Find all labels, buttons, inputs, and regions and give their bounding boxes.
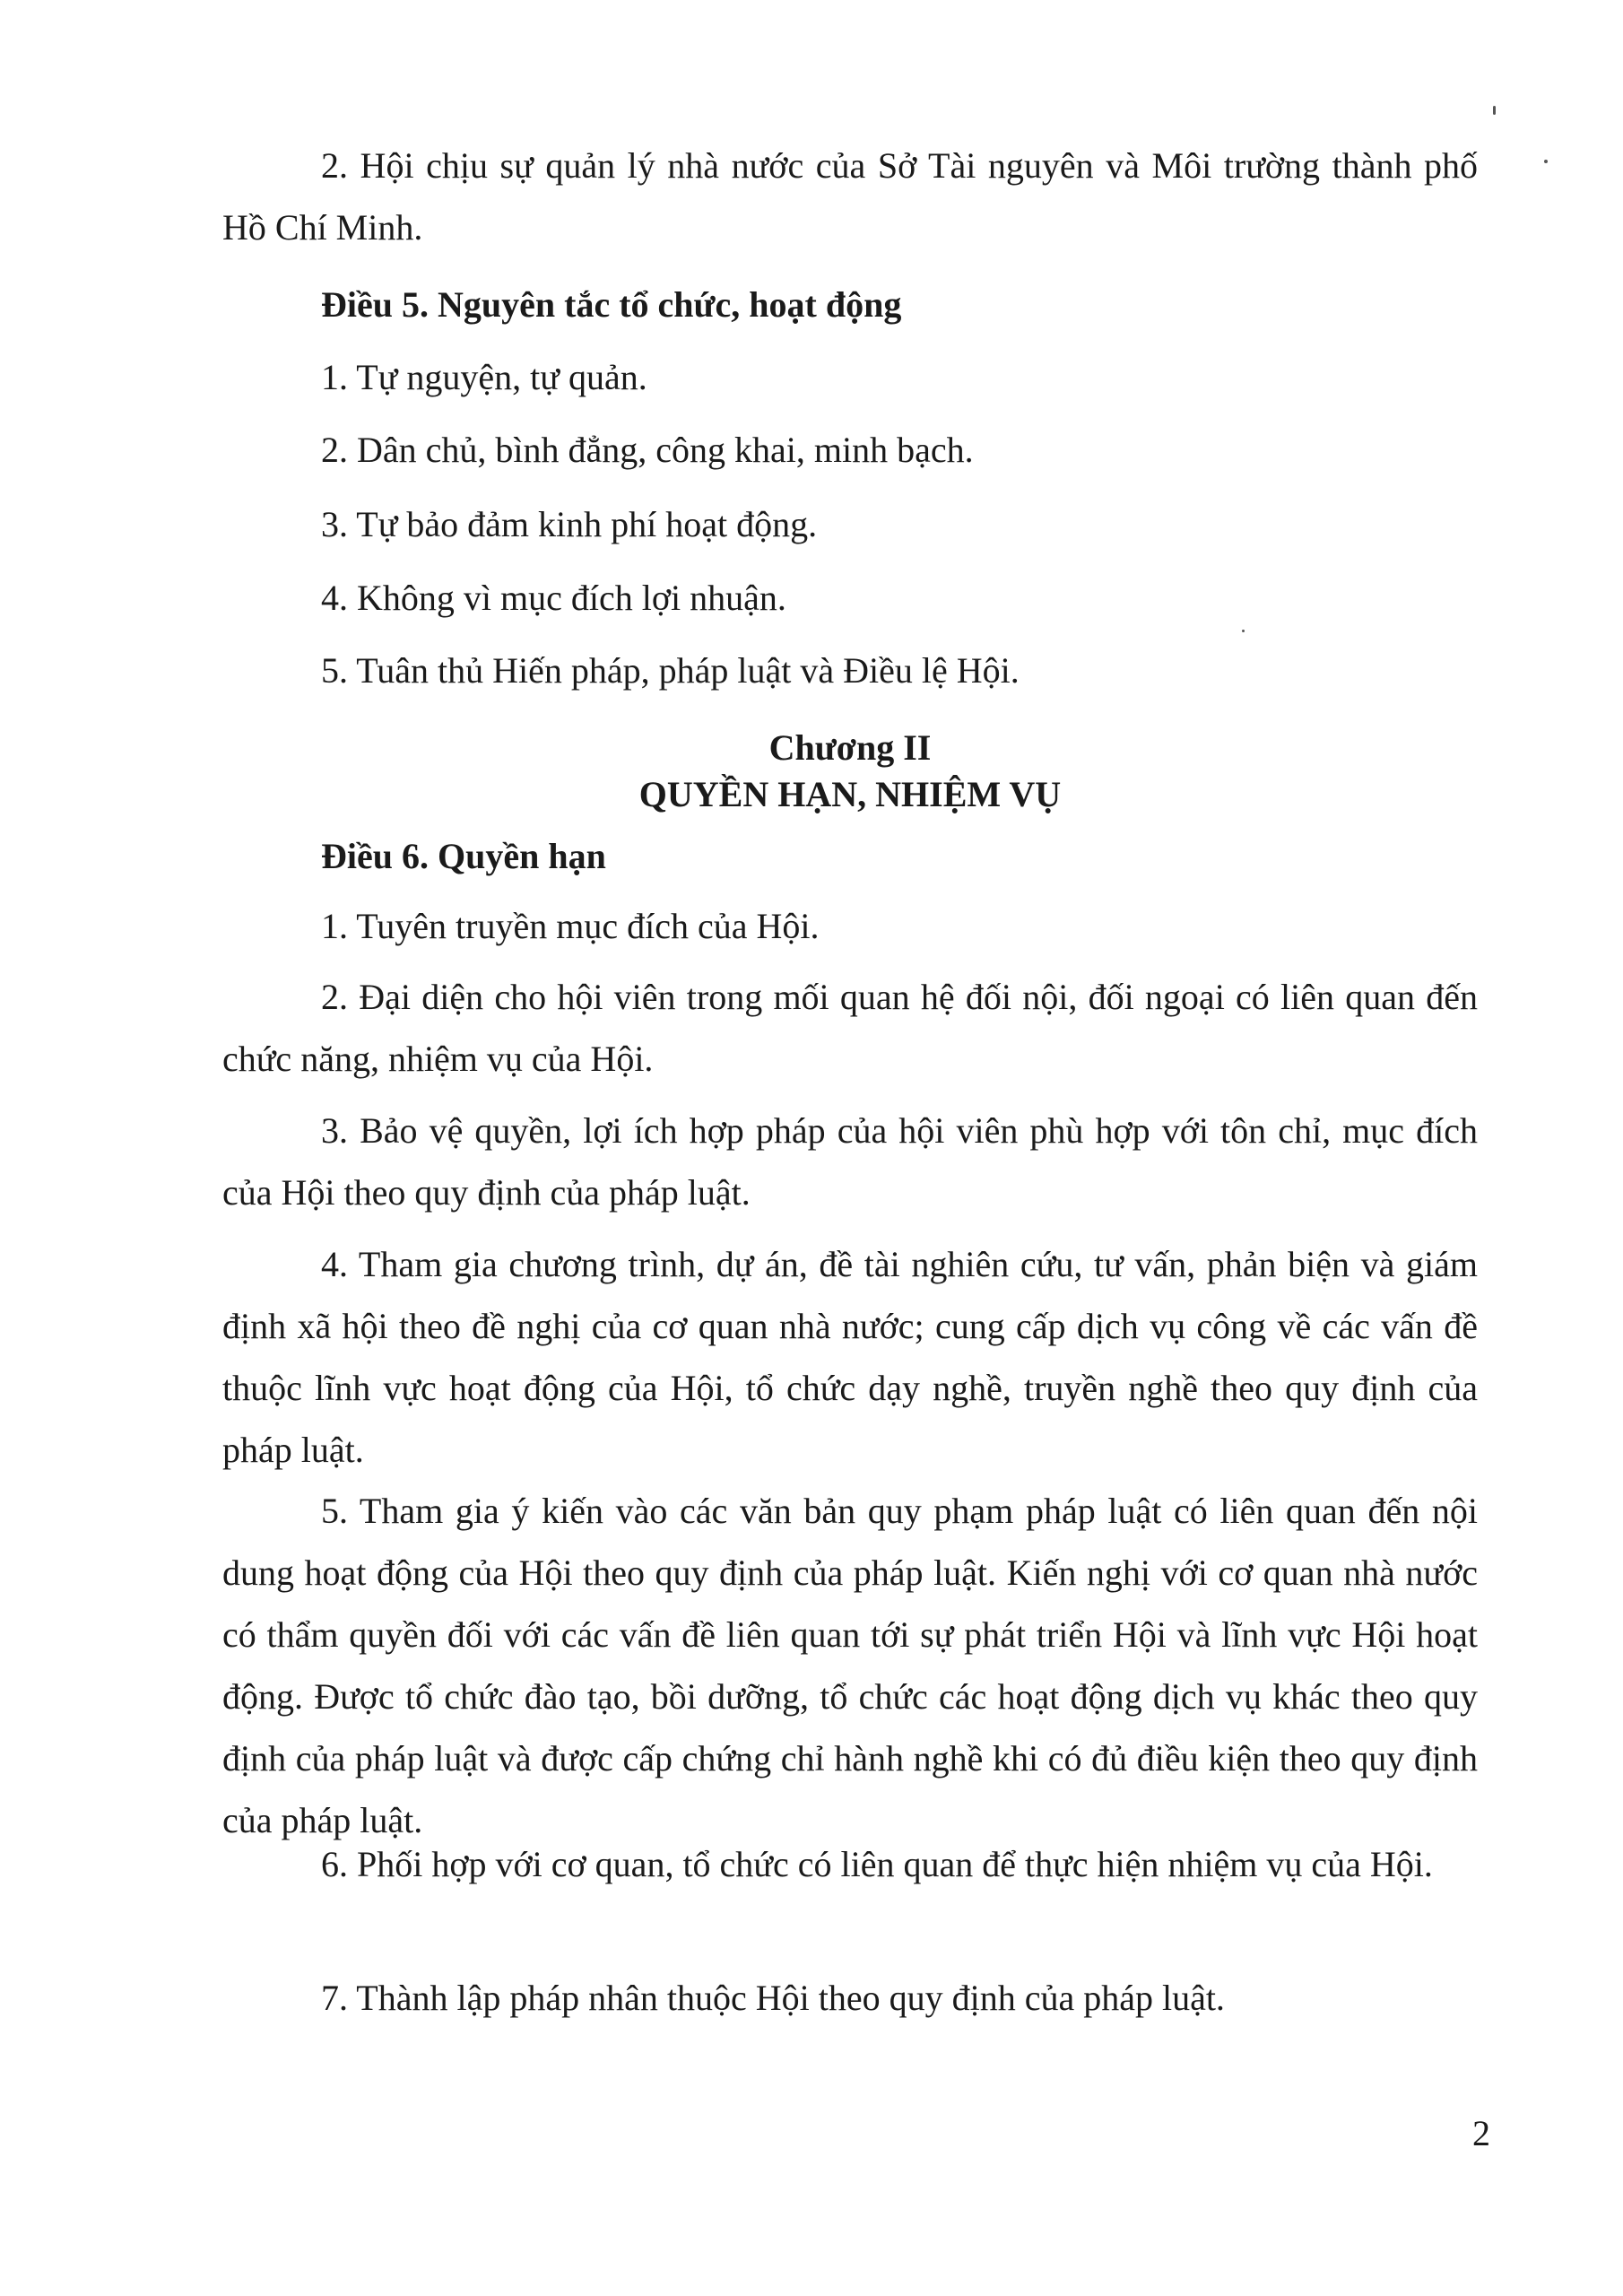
article-6-item-2: 2. Đại diện cho hội viên trong mối quan hệ đối nội, đối ngoại có liên quan đến chức năng, nhiệm vụ của Hội. xyxy=(222,977,1478,1079)
article-6-item-3: 3. Bảo vệ quyền, lợi ích hợp pháp của hội viên phù hợp với tôn chỉ, mục đích của Hội theo quy định của pháp luật. xyxy=(222,1110,1478,1213)
article-6-item-1: 1. Tuyên truyền mục đích của Hội. xyxy=(321,906,820,946)
scan-speck xyxy=(1493,106,1496,115)
article-5-item-3: 3. Tự bảo đảm kinh phí hoạt động. xyxy=(321,504,818,544)
article-5-item-1: 1. Tự nguyện, tự quản. xyxy=(321,357,647,397)
scan-speck xyxy=(1242,630,1245,632)
page-number: 2 xyxy=(1472,2113,1490,2153)
chapter-title: QUYỀN HẠN, NHIỆM VỤ xyxy=(638,774,1062,814)
article-4-paragraph-2: 2. Hội chịu sự quản lý nhà nước của Sở Tài nguyên và Môi trường thành phố Hồ Chí Minh. xyxy=(222,145,1478,248)
article-5-item-5: 5. Tuân thủ Hiến pháp, pháp luật và Điều lệ Hội. xyxy=(321,650,1020,691)
article-6-item-6: 6. Phối hợp với cơ quan, tổ chức có liên quan để thực hiện nhiệm vụ của Hội. xyxy=(321,1844,1433,1884)
article-6-item-4: 4. Tham gia chương trình, dự án, đề tài nghiên cứu, tư vấn, phản biện và giám định xã hội theo đề nghị của cơ quan nhà nước; cung cấp dịch vụ công về các vấn đề thuộc lĩnh vực hoạt động của Hội, tổ chức dạy nghề, truyền nghề theo quy định của pháp luật. xyxy=(222,1244,1478,1470)
article-5-item-2: 2. Dân chủ, bình đẳng, công khai, minh bạch. xyxy=(321,430,974,470)
article-5-heading: Điều 5. Nguyên tắc tổ chức, hoạt động xyxy=(321,284,902,325)
article-6-heading: Điều 6. Quyền hạn xyxy=(321,836,606,876)
chapter-label: Chương II xyxy=(768,727,932,768)
scan-speck xyxy=(1544,160,1548,163)
article-6-item-5: 5. Tham gia ý kiến vào các văn bản quy phạm pháp luật có liên quan đến nội dung hoạt động của Hội theo quy định của pháp luật. Kiến nghị với cơ quan nhà nước có thẩm quyền đối với các vấn đề liên quan tới sự phát triển Hội và lĩnh vực Hội hoạt động. Được tổ chức đào tạo, bồi dưỡng, tổ chức các hoạt động dịch vụ khác theo quy định của pháp luật và được cấp chứng chỉ hành nghề khi có đủ điều kiện theo quy định của pháp luật. xyxy=(222,1491,1478,1840)
article-6-item-7: 7. Thành lập pháp nhân thuộc Hội theo quy định của pháp luật. xyxy=(321,1978,1225,2018)
article-5-item-4: 4. Không vì mục đích lợi nhuận. xyxy=(321,578,786,618)
